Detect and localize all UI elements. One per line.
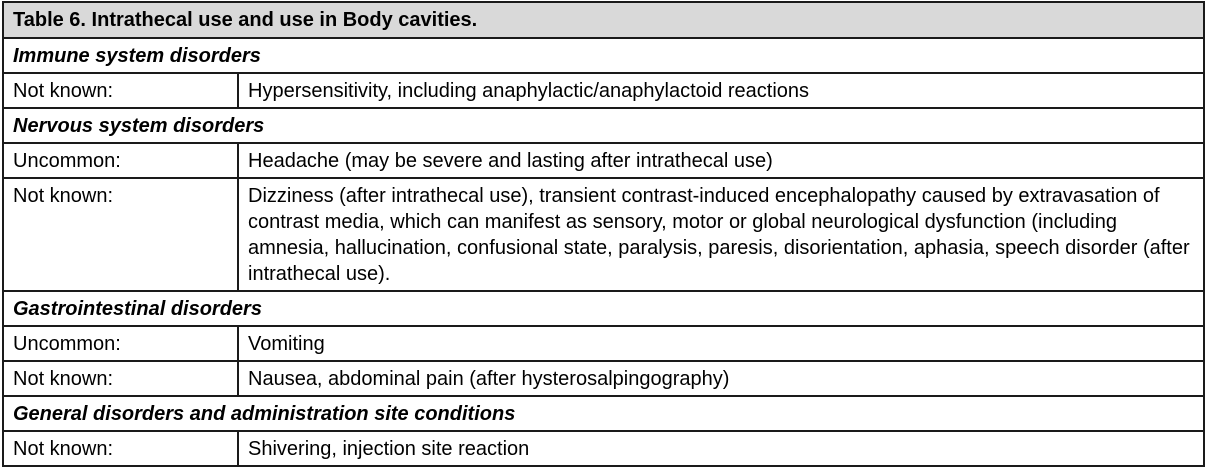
adverse-reactions-table	[2, 1, 1205, 467]
section-heading-row	[3, 291, 1204, 326]
frequency-cell: Uncommon:	[3, 143, 238, 178]
frequency-cell: Not known:	[3, 73, 238, 108]
reaction-cell: Dizziness (after intrathecal use), transient contrast-induced encephalopathy caused by extravasation of contrast media, which can manifest as sensory, motor or global neurological dysfunction (including amnesia, hallucination, confusional state, paralysis, paresis, disorientation, aphasia, speech disorder (after intrathecal use).	[238, 178, 1204, 291]
reaction-cell: Vomiting	[238, 326, 1204, 361]
section-heading-row	[3, 108, 1204, 143]
reaction-cell: Nausea, abdominal pain (after hysterosalpingography)	[238, 361, 1204, 396]
section-heading-general: General disorders and administration site conditions	[3, 396, 1204, 431]
section-heading-nervous: Nervous system disorders	[3, 108, 1204, 143]
frequency-cell: Not known:	[3, 178, 238, 291]
table-title: Table 6. Intrathecal use and use in Body cavities.	[3, 2, 1204, 38]
reaction-cell: Headache (may be severe and lasting after intrathecal use)	[238, 143, 1204, 178]
section-heading-immune: Immune system disorders	[3, 38, 1204, 73]
table-title-row	[3, 2, 1204, 38]
section-heading-row	[3, 396, 1204, 431]
table-row	[3, 326, 1204, 361]
section-heading-row	[3, 38, 1204, 73]
table-row	[3, 361, 1204, 396]
table-row	[3, 73, 1204, 108]
table-body	[3, 2, 1204, 466]
section-heading-gastrointestinal: Gastrointestinal disorders	[3, 291, 1204, 326]
table-row	[3, 431, 1204, 466]
frequency-cell: Not known:	[3, 431, 238, 466]
frequency-cell: Not known:	[3, 361, 238, 396]
table-row	[3, 143, 1204, 178]
table-row	[3, 178, 1204, 291]
frequency-cell: Uncommon:	[3, 326, 238, 361]
reaction-cell: Shivering, injection site reaction	[238, 431, 1204, 466]
reaction-cell: Hypersensitivity, including anaphylactic/anaphylactoid reactions	[238, 73, 1204, 108]
